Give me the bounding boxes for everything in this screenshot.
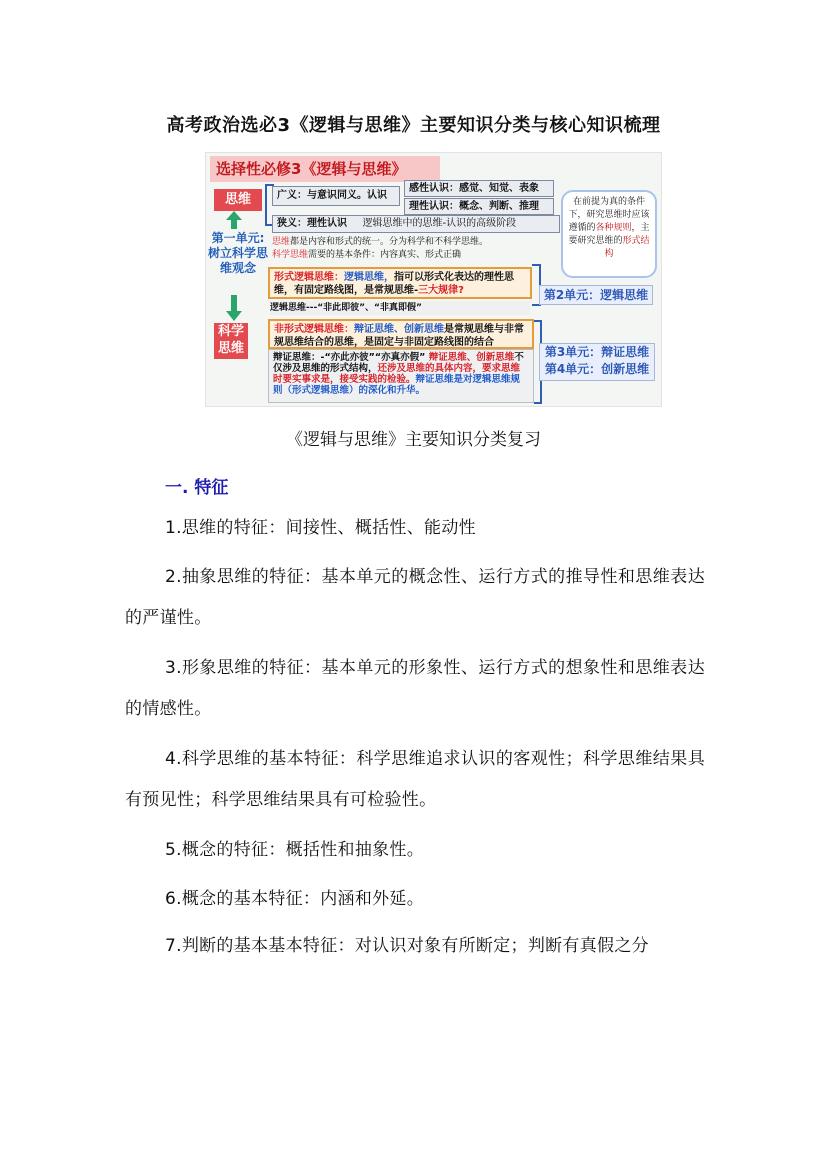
paragraph-6: 6.概念的基本特征：内涵和外延。	[165, 889, 425, 909]
sci-cond-b: 需要的基本条件：内容真实、形式正确	[308, 250, 462, 260]
figure-header: 选择性必修3《逻辑与思维》	[210, 156, 440, 182]
narrow-note: 逻辑思维中的思维-认识的高级阶段	[362, 218, 517, 229]
narrow-definition	[272, 215, 560, 233]
arrow-up-icon	[226, 211, 242, 229]
unit4-label: 第4单元：创新思维	[544, 362, 650, 376]
formal-d: 三大规律?	[418, 285, 464, 296]
dialectic-c: 不仅涉及思维的形式结构，	[273, 352, 524, 374]
sci-cond-a: 科学思维	[272, 250, 309, 260]
bubble-highlight-structure: 形式结构	[604, 236, 650, 259]
document-title: 高考政治选必3《逻辑与思维》主要知识分类与核心知识梳理	[166, 115, 661, 136]
nonformal-a: 非形式逻辑思维：	[274, 324, 354, 335]
narrow-label: 狭义：理性认识	[277, 218, 347, 229]
unit34-box	[539, 343, 655, 381]
section-heading: 一. 特征	[165, 478, 229, 498]
perceptual-knowledge: 感性认识：感觉、知觉、表象	[404, 180, 554, 197]
paragraph-7: 7.判断的基本基本特征：对认识对象有所断定；判断有真假之分	[165, 936, 649, 956]
rational-knowledge: 理性认识：概念、判断、推理	[404, 198, 554, 215]
dialectic-a: 辩证思维：-“亦此亦彼”“亦真亦假”	[273, 352, 426, 363]
bubble-text-b: ，主要研究思维的	[568, 223, 650, 246]
formal-a: 形式逻辑思维：	[274, 272, 344, 283]
arrow-down-icon	[226, 295, 242, 321]
paragraph-1: 1.思维的特征：间接性、概括性、能动性	[165, 518, 476, 538]
speech-bubble	[561, 190, 657, 278]
formal-logic-box	[268, 267, 532, 299]
dialectic-b: 辩证思维、创新思维	[428, 352, 515, 363]
formal-c: 指可以形式化表达的理性思维，有固定路线图，是常规思维-	[274, 272, 514, 296]
unity-b: 都是内容和形式的统一。分为科学和不科学思维。	[290, 237, 489, 247]
unit1-label: 第一单元:树立科学思维观念	[208, 231, 269, 275]
nonformal-b: 辩证思维、创新思维	[354, 324, 444, 335]
unity-note	[272, 236, 557, 262]
bubble-text-a: 在前提为真的条件下，研究思维时应该遵循的	[568, 197, 650, 233]
broad-definition: 广义：与意识同义。认识	[272, 186, 400, 206]
nonformal-logic-box	[268, 319, 534, 349]
nonformal-c: 是常规思维与非常规思维结合的思维，是固定与非固定路线图的结合	[274, 324, 524, 348]
thinking-tag: 思维	[214, 189, 262, 211]
figure-caption: 《逻辑与思维》主要知识分类复习	[286, 430, 541, 450]
dialectic-d: 还涉及思维的具体内容，要求思维时要实事求是，接受实践的检验。	[273, 363, 521, 385]
unit3-label: 第3单元：辩证思维	[544, 345, 650, 359]
paragraph-3: 3.形象思维的特征：基本单元的形象性、运行方式的想象性和思维表达的情感性。	[125, 658, 705, 719]
paragraph-5: 5.概念的特征：概括性和抽象性。	[165, 840, 425, 860]
paragraph-2: 2.抽象思维的特征：基本单元的概念性、运行方式的推导性和思维表达的严谨性。	[125, 567, 705, 628]
dialectic-box	[268, 349, 534, 403]
mind-map-figure	[205, 152, 662, 407]
formal-b: 逻辑思维，	[344, 272, 394, 283]
unity-a: 思维	[272, 237, 291, 247]
bubble-highlight-rules: 各种规则	[595, 223, 632, 233]
science-thinking-tag: 科学思维	[214, 323, 248, 359]
paragraph-4: 4.科学思维的基本特征：科学思维追求认识的客观性；科学思维结果具有预见性；科学思维结果具有可检验性。	[125, 749, 705, 810]
unit2-box: 第2单元：逻辑思维	[539, 285, 653, 305]
dialectic-e: 辩证思维是对逻辑思维规则（形式逻辑思维）的深化和升华。	[273, 374, 521, 396]
logic-note: 逻辑思维---“非此即彼”、“非真即假”	[270, 301, 530, 315]
